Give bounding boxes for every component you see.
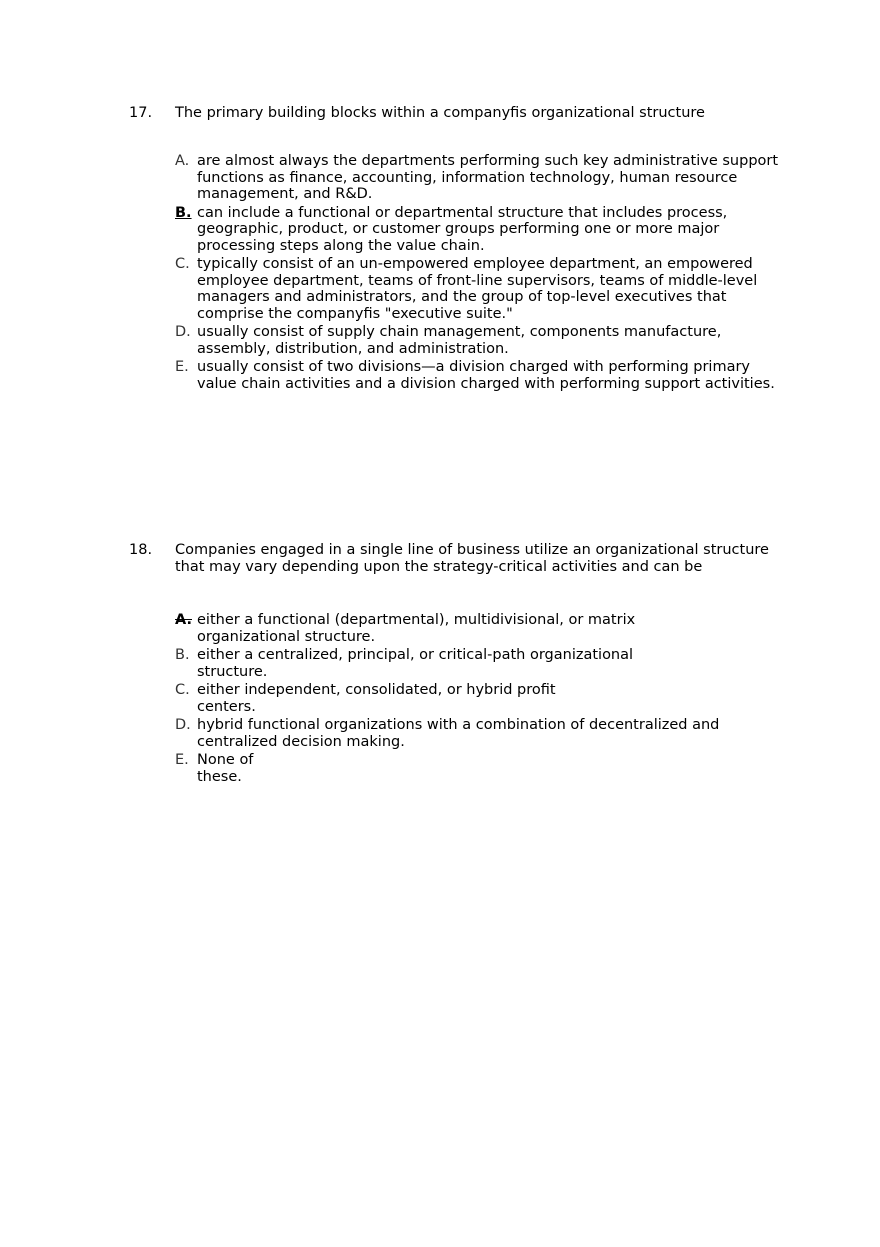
question-text: Companies engaged in a single line of business utilize an organizational structure that may vary depending upon the strategy-critical activities and can be [175,542,769,575]
option-c [175,256,789,322]
option-c [175,682,789,715]
option-d [175,717,789,750]
option-text: are almost always the departments performing such key administrative support functions as finance, accounting, information technology, human resource management, and R&D. [197,153,779,202]
question-stem [129,105,789,122]
option-text: either a functional (departmental), multidivisional, or matrix organizational structure. [197,612,636,645]
question-number: 17. [129,105,153,121]
question-text: The primary building blocks within a companyfis organizational structure [175,105,705,121]
option-text: usually consist of supply chain management, components manufacture, assembly, distribution, and administration. [197,324,722,357]
option-letter: A. [175,153,190,169]
option-b [175,647,789,680]
option-text: can include a functional or departmental structure that includes process, geographic, product, or customer groups performing one or more major processing steps along the value chain. [197,204,728,254]
option-b [175,205,789,255]
question-stem [129,542,789,576]
option-d [175,324,789,357]
question-number: 18. [129,542,153,558]
option-letter-struck: A. [175,612,192,628]
option-e [175,359,789,392]
option-letter: C. [175,682,190,698]
option-a [175,153,789,203]
option-letter: D. [175,717,191,733]
option-letter: D. [175,324,191,340]
option-text: either a centralized, principal, or critical-path organizational structure. [197,647,634,680]
question-17 [129,105,789,408]
question-18 [129,542,789,801]
option-letter: E. [175,752,189,768]
option-text: typically consist of an un-empowered employee department, an empowered employee department, teams of front-line supervisors, teams of middle-level managers and administrators, and the group of top-level executives that comprise the companyfis "executive suite." [197,256,758,322]
option-e [175,752,789,785]
answer-options [175,612,789,785]
option-text: usually consist of two divisions—a division charged with performing primary value chain activities and a division charged with performing support activities. [197,359,775,392]
option-letter: B. [175,647,190,663]
option-text: hybrid functional organizations with a combination of decentralized and centralized decision making. [197,717,720,750]
option-text: None of these. [197,752,254,785]
option-letter: E. [175,359,189,375]
option-letter-marked-correct: B. [175,204,192,221]
option-text: either independent, consolidated, or hybrid profit centers. [197,682,556,715]
answer-options [175,153,789,392]
option-a [175,612,789,645]
option-letter: C. [175,256,190,272]
